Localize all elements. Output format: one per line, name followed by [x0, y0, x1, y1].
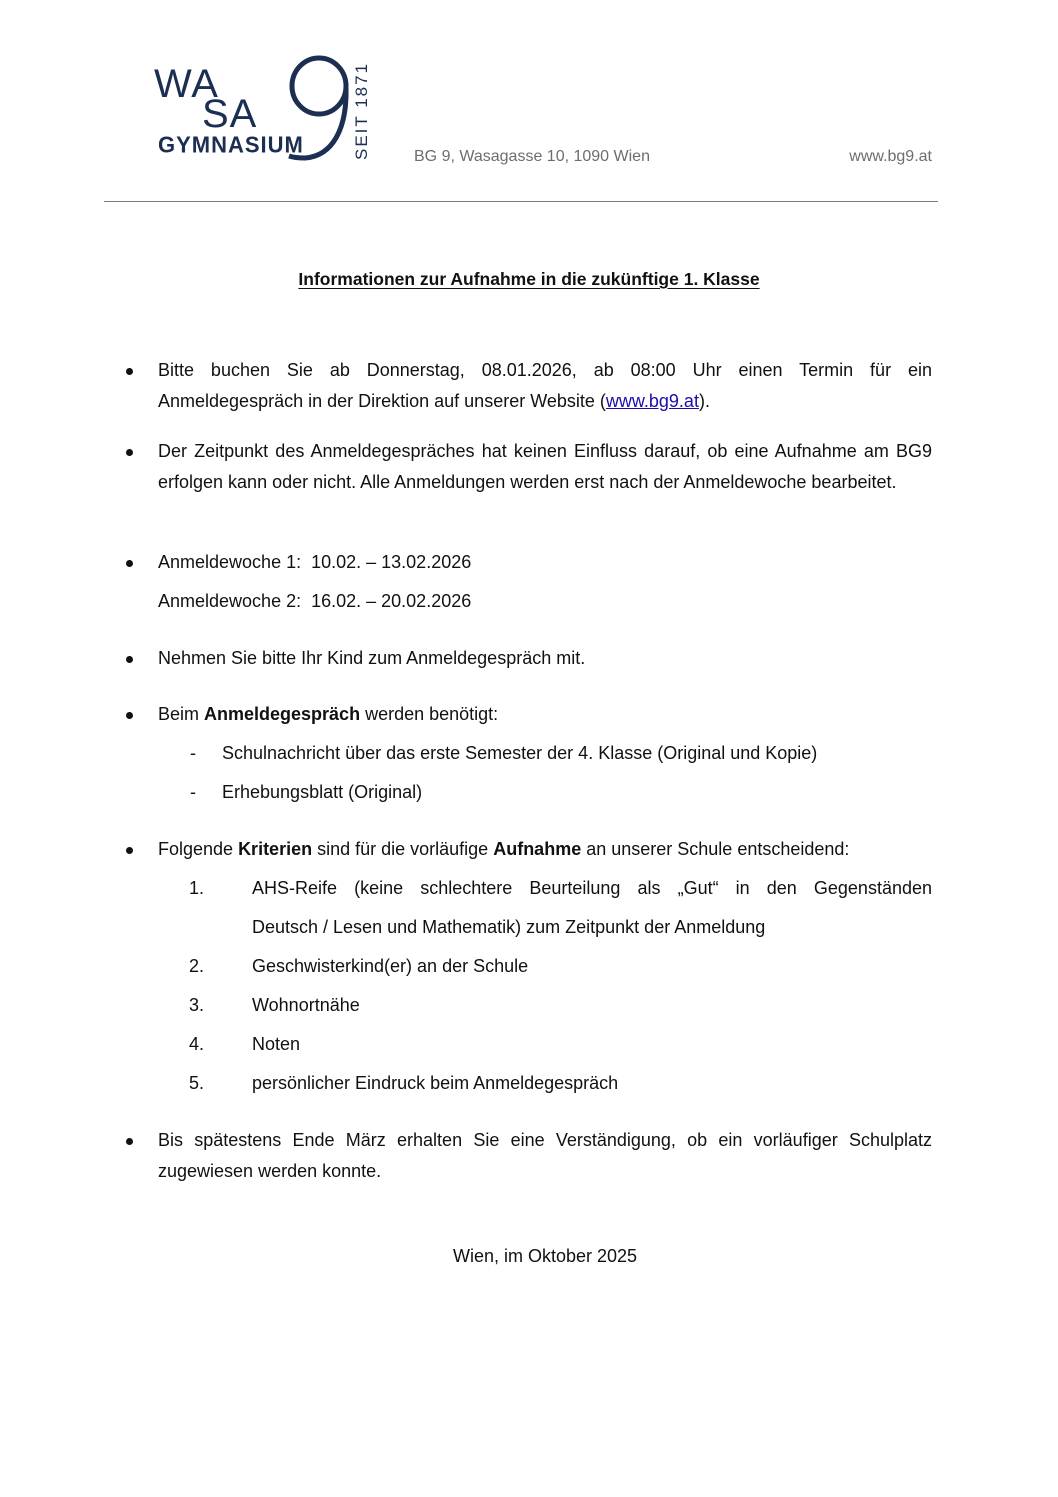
school-address: BG 9, Wasagasse 10, 1090 Wien [414, 148, 650, 165]
criteria-number: 3. [189, 995, 205, 1015]
list-item-booking: Bitte buchen Sie ab Donnerstag, 08.01.2026, ab 08:00 Uhr einen Termin für ein Anmeldegespräch in der Direktion auf unserer Website (www.bg9.at). [158, 355, 932, 417]
list-item-weeks [158, 547, 932, 617]
dash-icon: - [190, 782, 196, 802]
criteria-number: 1. [189, 878, 205, 898]
school-logo [150, 62, 380, 172]
criteria-3: Wohnortnähe [252, 995, 360, 1015]
criteria-1-line2: Deutsch / Lesen und Mathematik) zum Zeitpunkt der Anmeldung [252, 917, 766, 937]
criteria-number: 2. [189, 956, 205, 976]
document-title: Informationen zur Aufnahme in die zukünftige 1. Klasse [298, 269, 760, 289]
week-2: Anmeldewoche 2: 16.02. – 20.02.2026 [158, 591, 472, 611]
criteria-number: 5. [189, 1073, 205, 1093]
logo-gymnasium: GYMNASIUM [158, 131, 304, 158]
bullet-icon [126, 847, 133, 854]
list-item-child: Nehmen Sie bitte Ihr Kind zum Anmeldegespräch mit. [158, 643, 932, 674]
criteria-4: Noten [252, 1034, 301, 1054]
dash-icon: - [190, 743, 196, 763]
week-1: Anmeldewoche 1: 10.02. – 13.02.2026 [158, 552, 472, 572]
bullet-icon [126, 1138, 133, 1145]
logo-since: SEIT 1871 [352, 61, 371, 160]
list-item-timing: Der Zeitpunkt des Anmeldegespräches hat keinen Einfluss darauf, ob eine Aufnahme am BG9 erfolgen kann oder nicht. Alle Anmeldungen werden erst nach der Anmeldewoche bearbeitet. [158, 436, 932, 498]
list-item-notice: Bis spätestens Ende März erhalten Sie eine Verständigung, ob ein vorläufiger Schulplatz zugewiesen werden konnte. [158, 1125, 932, 1187]
logo-wa: WA [154, 62, 219, 106]
logo-nine-icon [285, 48, 355, 163]
bullet-icon [126, 712, 133, 719]
header-divider [104, 201, 938, 202]
bullet-icon [126, 368, 133, 375]
criteria-5: persönlicher Eindruck beim Anmeldegespräch [252, 1073, 619, 1093]
logo-sa: SA [202, 92, 258, 136]
list-item-required: Beim Anmeldegespräch werden benötigt: [158, 699, 932, 730]
criteria-number: 4. [189, 1034, 205, 1054]
required-doc-1: Schulnachricht über das erste Semester der 4. Klasse (Original und Kopie) [222, 743, 818, 763]
school-website[interactable]: www.bg9.at [849, 148, 932, 165]
bullet-icon [126, 560, 133, 567]
closing-place-date: Wien, im Oktober 2025 [452, 1246, 638, 1266]
list-item-criteria: Folgende Kriterien sind für die vorläufige Aufnahme an unserer Schule entscheidend: [158, 834, 932, 865]
bullet-icon [126, 449, 133, 456]
required-doc-2: Erhebungsblatt (Original) [222, 782, 423, 802]
criteria-2: Geschwisterkind(er) an der Schule [252, 956, 529, 976]
criteria-1-line1: AHS-Reife (keine schlechtere Beurteilung als „Gut“ in den Gegenständen [252, 878, 932, 898]
bullet-icon [126, 656, 133, 663]
website-link[interactable]: www.bg9.at [605, 391, 699, 411]
